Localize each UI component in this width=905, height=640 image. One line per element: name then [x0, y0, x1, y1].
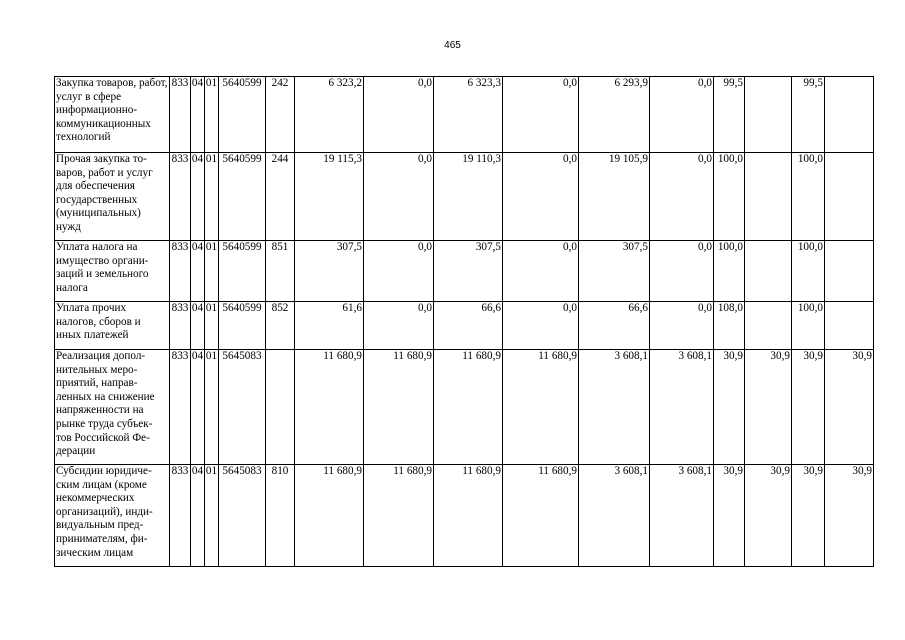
section-code-cell: 04	[191, 465, 205, 567]
subsection-code-cell: 01	[205, 77, 219, 153]
value-cell: 30,9	[714, 350, 745, 465]
expense-type-cell	[266, 350, 295, 465]
value-cell: 0,0	[650, 241, 714, 302]
value-cell	[825, 153, 874, 241]
row-name-cell: Уплата налога на имущество органи-заций и земельного налога	[55, 241, 170, 302]
value-cell: 0,0	[364, 302, 434, 350]
value-cell: 19 110,3	[434, 153, 503, 241]
value-cell: 6 293,9	[579, 77, 650, 153]
expense-type-cell: 244	[266, 153, 295, 241]
value-cell: 99,5	[792, 77, 825, 153]
ministry-code-cell: 833	[170, 302, 191, 350]
value-cell: 3 608,1	[650, 350, 714, 465]
value-cell: 11 680,9	[364, 350, 434, 465]
value-cell: 3 608,1	[650, 465, 714, 567]
value-cell: 0,0	[503, 241, 579, 302]
value-cell: 100,0	[792, 153, 825, 241]
value-cell: 61,6	[295, 302, 364, 350]
value-cell: 30,9	[792, 465, 825, 567]
target-article-cell: 5645083	[219, 465, 266, 567]
subsection-code-cell: 01	[205, 350, 219, 465]
value-cell: 11 680,9	[503, 350, 579, 465]
value-cell: 30,9	[745, 465, 792, 567]
table-row	[55, 302, 874, 350]
value-cell	[745, 241, 792, 302]
value-cell: 3 608,1	[579, 465, 650, 567]
row-name-cell: Реализация допол-нительных меро-приятий, направ-ленных на снижение напряженности на рынке труда субъек-тов Российской Фе-дерации	[55, 350, 170, 465]
ministry-code-cell: 833	[170, 77, 191, 153]
page-number: 465	[444, 40, 461, 51]
value-cell: 0,0	[503, 153, 579, 241]
table-row	[55, 465, 874, 567]
value-cell: 11 680,9	[295, 350, 364, 465]
value-cell: 0,0	[503, 302, 579, 350]
value-cell: 30,9	[825, 465, 874, 567]
value-cell: 11 680,9	[295, 465, 364, 567]
value-cell: 100,0	[714, 241, 745, 302]
value-cell	[745, 302, 792, 350]
value-cell: 99,5	[714, 77, 745, 153]
value-cell: 100,0	[792, 302, 825, 350]
table-row	[55, 77, 874, 153]
value-cell: 66,6	[579, 302, 650, 350]
value-cell: 66,6	[434, 302, 503, 350]
value-cell: 0,0	[650, 153, 714, 241]
value-cell: 11 680,9	[364, 465, 434, 567]
expense-type-cell: 851	[266, 241, 295, 302]
row-name-cell: Субсидии юридиче-ским лицам (кроме некоммерческих организаций), инди-видуальным пред-принимателям, фи-зическим лицам	[55, 465, 170, 567]
table-row	[55, 350, 874, 465]
section-code-cell: 04	[191, 153, 205, 241]
budget-table	[54, 76, 874, 567]
value-cell: 108,0	[714, 302, 745, 350]
value-cell	[825, 302, 874, 350]
expense-type-cell: 810	[266, 465, 295, 567]
value-cell	[825, 77, 874, 153]
subsection-code-cell: 01	[205, 302, 219, 350]
target-article-cell: 5640599	[219, 153, 266, 241]
section-code-cell: 04	[191, 350, 205, 465]
expense-type-cell: 242	[266, 77, 295, 153]
value-cell: 307,5	[434, 241, 503, 302]
value-cell: 307,5	[579, 241, 650, 302]
target-article-cell: 5645083	[219, 350, 266, 465]
value-cell: 6 323,2	[295, 77, 364, 153]
value-cell: 100,0	[714, 153, 745, 241]
value-cell: 19 115,3	[295, 153, 364, 241]
subsection-code-cell: 01	[205, 241, 219, 302]
value-cell	[745, 77, 792, 153]
value-cell: 11 680,9	[503, 465, 579, 567]
value-cell: 0,0	[650, 77, 714, 153]
expense-type-cell: 852	[266, 302, 295, 350]
ministry-code-cell: 833	[170, 465, 191, 567]
ministry-code-cell: 833	[170, 153, 191, 241]
value-cell: 30,9	[825, 350, 874, 465]
value-cell: 3 608,1	[579, 350, 650, 465]
subsection-code-cell: 01	[205, 465, 219, 567]
value-cell: 0,0	[364, 241, 434, 302]
value-cell: 11 680,9	[434, 350, 503, 465]
value-cell: 6 323,3	[434, 77, 503, 153]
value-cell: 0,0	[650, 302, 714, 350]
section-code-cell: 04	[191, 241, 205, 302]
row-name-cell: Закупка товаров, работ, услуг в сфере информационно-коммуникационных технологий	[55, 77, 170, 153]
value-cell: 0,0	[364, 153, 434, 241]
target-article-cell: 5640599	[219, 302, 266, 350]
section-code-cell: 04	[191, 302, 205, 350]
row-name-cell: Прочая закупка то-варов, работ и услуг для обеспечения государственных (муниципальных) нужд	[55, 153, 170, 241]
subsection-code-cell: 01	[205, 153, 219, 241]
value-cell: 30,9	[745, 350, 792, 465]
row-name-cell: Уплата прочих налогов, сборов и иных платежей	[55, 302, 170, 350]
value-cell: 30,9	[792, 350, 825, 465]
value-cell: 0,0	[364, 77, 434, 153]
table-row	[55, 153, 874, 241]
value-cell: 307,5	[295, 241, 364, 302]
value-cell: 19 105,9	[579, 153, 650, 241]
target-article-cell: 5640599	[219, 77, 266, 153]
section-code-cell: 04	[191, 77, 205, 153]
value-cell	[745, 153, 792, 241]
value-cell: 0,0	[503, 77, 579, 153]
table-row	[55, 241, 874, 302]
target-article-cell: 5640599	[219, 241, 266, 302]
value-cell	[825, 241, 874, 302]
ministry-code-cell: 833	[170, 241, 191, 302]
value-cell: 30,9	[714, 465, 745, 567]
value-cell: 11 680,9	[434, 465, 503, 567]
ministry-code-cell: 833	[170, 350, 191, 465]
value-cell: 100,0	[792, 241, 825, 302]
